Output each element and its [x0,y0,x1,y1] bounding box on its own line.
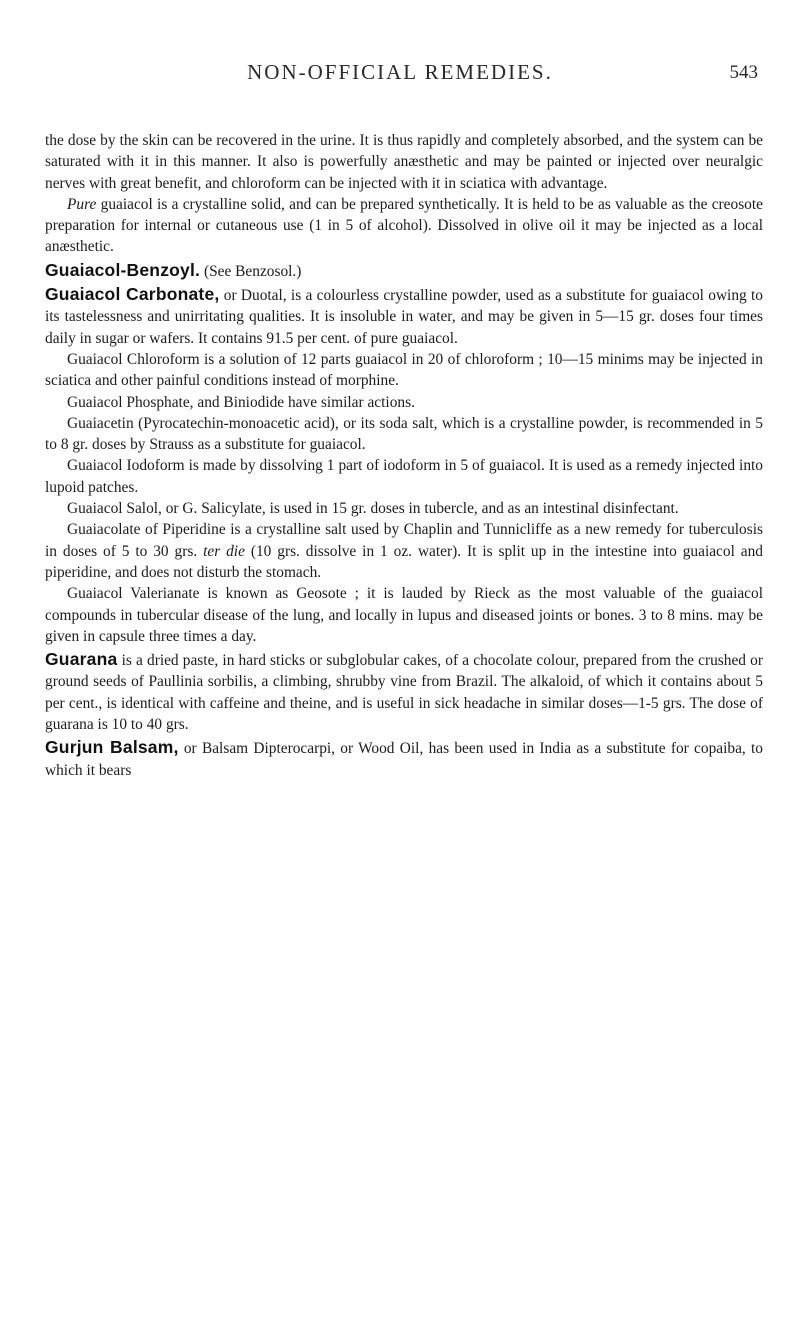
paragraph-text: Guaiacolate of Piperidine is a crystalline salt used by Chaplin and Tunnicliffe as a new remedy for tuberculosis in doses of 5 to 30 grs. [45,521,763,560]
page-number: 543 [729,62,758,83]
paragraph-text: guaiacol is a crystalline solid, and can be prepared synthetically. It is held to be as valuable as the creosote preparation for internal or cutaneous use (1 in 5 of alcohol). Dissolved in olive oil it may be injected as a local anæsthetic. [45,195,763,256]
paragraph: Guaiacol Valerianate is known as Geosote ; it is lauded by Rieck as the most valuable of the guaiacol compounds in tubercular disease of the lung, and locally in lupus and diseased joints or bones. 3 to 8 mins. may be given in capsule three times a day. [45,585,763,645]
paragraph [45,519,763,583]
entry-text: or Balsam Dipterocarpi, or Wood Oil, has been used in India as a substitute for copaiba, to which it bears [45,740,763,779]
entry-heading: Guaiacol Carbonate, [45,284,220,305]
entry-heading: Gurjun Balsam, [45,737,179,758]
paragraph: Guaiacol Phosphate, and Biniodide have similar actions. [67,393,415,411]
page-header [0,52,800,92]
paragraph: Guaiacol Iodoform is made by dissolving 1 part of iodoform in 5 of guaiacol. It is used as a remedy injected into lupoid patches. [45,457,763,496]
entry-text: is a dried paste, in hard sticks or subglobular cakes, of a chocolate colour, prepared from the crushed or ground seeds of Paullinia sorbilis, a climbing, shrubby vine from Brazil. The alkaloid, of which it contains about 5 per cent., is identical with caffeine and theine, and is useful in sick headache in similar doses—1-5 grs. The dose of guarana is 10 to 40 grs. [45,652,763,734]
body-text [45,130,763,781]
paragraph [45,194,763,258]
paragraph: Guaiacetin (Pyrocatechin-monoacetic acid), or its soda salt, which is a crystalline powder, is recommended in 5 to 8 gr. doses by Strauss as a substitute for guaiacol. [45,414,763,454]
entry-guarana [45,649,763,735]
entry-heading: Guarana [45,649,118,670]
paragraph: the dose by the skin can be recovered in the urine. It is thus rapidly and completely absorbed, and the system can be saturated with it in this manner. It also is powerfully anæsthetic and may be painted or injected over neuralgic nerves with great benefit, and chloroform can be injected with it in sciatica with advantage. [45,132,763,192]
italic-word: Pure [67,195,97,213]
italic-phrase: ter die [203,542,245,560]
entry-guaiacol-carbonate [45,284,763,349]
entry-gurjun-balsam [45,737,763,781]
paragraph: Guaiacol Chloroform is a solution of 12 parts guaiacol in 20 of chloroform ; 10—15 minims may be injected in sciatica and other painful conditions instead of morphine. [45,350,763,390]
running-head: NON-OFFICIAL REMEDIES. [247,60,553,84]
entry-text: (See Benzosol.) [200,262,302,280]
entry-guaiacol-benzoyl [45,260,763,282]
paragraph: Guaiacol Salol, or G. Salicylate, is used in 15 gr. doses in tubercle, and as an intestinal disinfectant. [67,500,679,518]
entry-heading: Guaiacol-Benzoyl. [45,259,201,280]
paragraph-text: (10 grs. dissolve in 1 oz. water). It is split up in the intestine into guaiacol and piperidine, and does not disturb the stomach. [45,542,763,581]
entry-text: or Duotal, is a colourless crystalline powder, used as a substitute for guaiacol owing to its tastelessness and unirritating qualities. It is insoluble in water, and may be given in 5—15 gr. doses four times daily in sugar or wafers. It contains 91.5 per cent. of pure guaiacol. [45,287,764,347]
